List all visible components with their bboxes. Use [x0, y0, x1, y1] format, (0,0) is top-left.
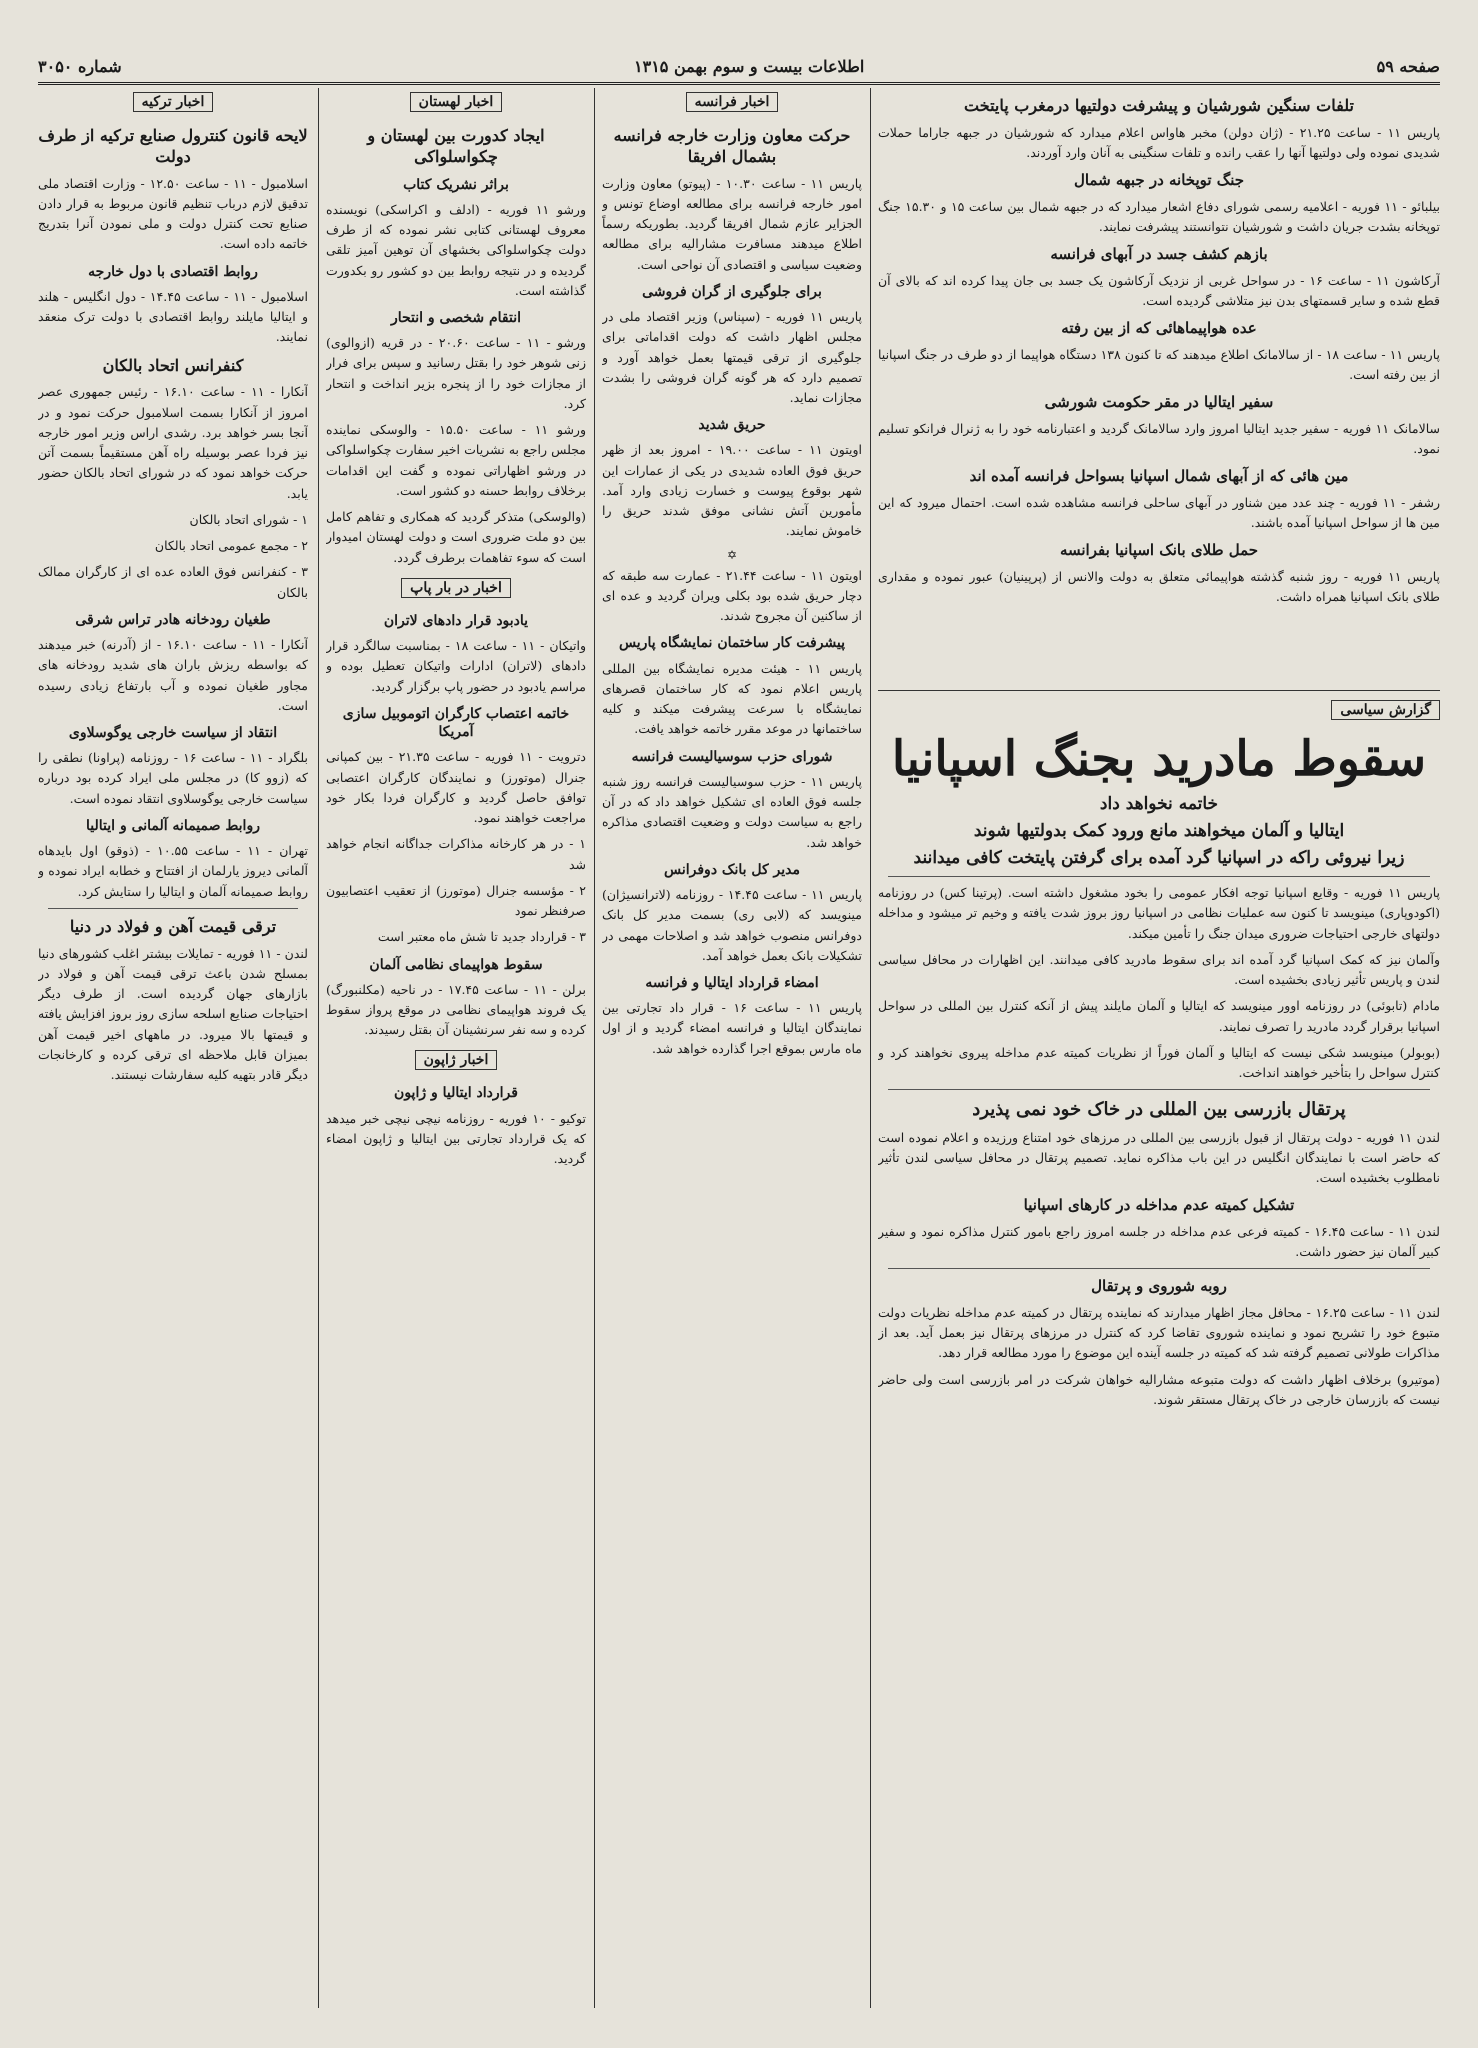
- article-balkan-conference: آنکارا - ۱۱ - ساعت ۱۶.۱۰ - رئیس جمهوری عصر امروز از آنکارا بسمت اسلامبول حرکت نمود و در آنجا بسر خواهد برد. رشدی اراس وزیر امور خارجه نیز فردا عصر بوسیله راه آهن مستقیماً بسمت آتن حرکت خواهد نمود که در شورای اتحاد بالکان حضور یابد.: [38, 384, 308, 501]
- subheadline-2: ایتالیا و آلمان میخواهند مانع ورود کمک بدولتیها شوند: [973, 821, 1345, 842]
- article-france-africa: پاریس ۱۱ - ساعت ۱۰.۳۰ - (پیوتو) معاون وزارت امور خارجه فرانسه برای مطالعه اوضاع تونس و الجزایر عازم شمال افریقا گردید. بطوریکه رسماً اطلاع میدهند مسافرت مشارالیه برای مطالعه وضعیت سیاسی و اقتصادی آن نواحی است.: [602, 175, 862, 272]
- headline-yugoslavia-policy: انتقاد از سیاست خارجی یوگوسلاوی: [68, 725, 278, 742]
- list-item: ۱ - در هر کارخانه مذاکرات جداگانه انجام خواهد شد: [326, 836, 586, 872]
- list-item: ۲ - مؤسسه جنرال (موتورز) از تعقیب اعتصابیون صرفنظر نمود: [326, 882, 586, 919]
- list-item: ۱ - شورای اتحاد بالکان: [189, 511, 308, 527]
- list-item: ۲ - مجمع عمومی اتحاد بالکان: [154, 538, 308, 554]
- headline-lateran: یادبود قرار دادهای لاتران: [383, 612, 529, 629]
- article-walewski-cont: (والوسکی) متذکر گردید که همکاری و تفاهم کامل بین دو ملت ضروری است و دولت لهستان امیدوار است که سوء تفاهمات برطرف گردد.: [326, 509, 586, 565]
- article-paris-exhibition: پاریس ۱۱ - هیئت مدیره نمایشگاه بین المللی پاریس اعلام نمود که کار ساختمان قصرهای نمایشگاه با سرعت پیشرفت میکند و کلیه ساختمانها در موعد مقرر خاتمه خواهد یافت.: [602, 660, 862, 737]
- article-price-gouging: پاریس ۱۱ فوریه - (سپناس) وزیر اقتصاد ملی در مجلس اظهار داشت که دولت اقداماتی برای جلوگیری از ترقی قیمتها بعمل خواهد آورد و تصمیم دارد که هر گونه گران فروشی را بشدت مجازات نماید.: [602, 309, 862, 406]
- article-non-intervention: لندن ۱۱ - ساعت ۱۶.۴۵ - کمیته فرعی عدم مداخله در جلسه امروز راجع بامور کنترل مذاکره نمود و سفیر کبیر آلمان نیز حضور داشت.: [878, 1223, 1440, 1260]
- article-thrace-flood: آنکارا - ۱۱ - ساعت ۱۶.۱۰ - از (آدرنه) خبر میدهند که بواسطه ریزش باران های شدید رودخانه های مجاور طغیان نموده و آب بارتفاع زیادی رسیده است.: [38, 637, 308, 713]
- section-tag-vatican: اخبار در بار پاپ: [401, 578, 511, 598]
- subheadline-3: زیرا نیروئی راکه در اسپانیا گرد آمده برای گرفتن پایتخت کافی میدانند: [913, 848, 1405, 869]
- headline-planes-lost: عده هواپیماهائی که از بین رفته: [1061, 319, 1257, 338]
- headline-socialist-party: شورای حزب سوسیالیست فرانسه: [631, 748, 833, 765]
- headline-price-gouging: برای جلوگیری از گران فروشی: [642, 283, 822, 300]
- article-fire-cont: اویتون ۱۱ - ساعت ۲۱.۴۴ - عمارت سه طبقه که دچار حریق شده بود بکلی ویران گردید و عده ای از ساکنین آن مجروح شدند.: [602, 567, 862, 624]
- article-lateran: واتیکان - ۱۱ - ساعت ۱۸ - بمناسبت سالگرد قرار دادهای (لاتران) ادارات واتیکان تعطیل بوده و مراسم یادبود در حضور پاپ برگزار گردید.: [326, 638, 586, 694]
- article-italy-france-treaty: پاریس ۱۱ - ساعت ۱۶ - قرار داد تجارتی بین نمایندگان ایتالیا و فرانسه امضاء گردید و از اول ماه مارس بموقع اجرا گذارده خواهد شد.: [602, 1000, 862, 1056]
- article-body-found: آرکاشون ۱۱ - ساعت ۱۶ - در سواحل غربی از نزدیک آرکاشون یک جسد بی جان پیدا کرده اند که بالای آن قطع شده و سایر قسمتهای بدن نیز متلاشی گردیده است.: [878, 272, 1440, 309]
- section-tag-japan: اخبار ژاپون: [415, 1050, 498, 1070]
- headline-fire: حریق شدید: [698, 417, 766, 434]
- headline-german-plane: سقوط هواپیمای نظامی آلمان: [369, 956, 543, 973]
- article-mines: رشفر - ۱۱ فوریه - چند عدد مین شناور در آبهای ساحلی فرانسه مشاهده شده است. احتمال میرود که این مین ها از سواحل اسپانیا آمده باشند.: [878, 494, 1440, 531]
- column-divider: [594, 88, 595, 2008]
- issue-number: شماره ۳۰۵۰: [38, 56, 122, 76]
- list-item: ۳ - قرارداد جدید تا شش ماه معتبر است: [377, 929, 586, 945]
- article-banque-de-france: پاریس ۱۱ - ساعت ۱۴.۴۵ - روزنامه (لاترانسیژان) مینویسد که (لابی ری) بسمت مدیر کل بانک دوفرانس منصوب خواهد شد و اصلاحات مهمی در تشکیلات بانک بعمل خواهد آمد.: [602, 887, 862, 963]
- issue-date: اطلاعات بیست و سوم بهمن ۱۳۱۵: [634, 56, 865, 76]
- article-fire: اویتون ۱۱ - ساعت ۱۹.۰۰ - امروز بعد از ظهر حریق فوق العاده شدیدی در یکی از عمارات این شهر بوقوع پیوست و خسارت زیادی وارد آمد. مأمورین آتش نشانی موفق شدند حریق را خاموش نمایند.: [602, 442, 862, 539]
- article-northern-front: بیلبائو - ۱۱ فوریه - اعلامیه رسمی شورای دفاع اشعار میدارد که در جبهه شمال بین ساعت ۱۵ و ۱۵.۳۰ جنگ توپخانه بشدت جریان داشت و شورشیان نتوانستند پیشرفت نمایند.: [878, 198, 1440, 235]
- separator: [888, 876, 1430, 877]
- headline-soviet-portugal: روبه شوروی و پرتقال: [1091, 1277, 1227, 1296]
- article-soviet-portugal: لندن ۱۱ - ساعت ۱۶.۲۵ - محافل مجاز اظهار میدارند که نماینده پرتقال در کمیته عدم مداخله نظریات دولت متبوع خود را تشریح نمود و نماینده شوروی تقاضا کرد که کنترل در مرزهای پرتقال نیز بعمل آید. بعد از مذاکرات طولانی تصمیم گرفته شد که کمیته در جلسه آینده این موضوع را مورد مطالعه قرار دهد.: [878, 1304, 1440, 1361]
- column-spain-news: [878, 88, 1440, 688]
- headline-madrid-fall: سقوط مادرید بجنگ اسپانیا: [891, 731, 1427, 787]
- article-turkey-industry: اسلامبول - ۱۱ - ساعت ۱۲.۵۰ - وزارت اقتصاد ملی تدقیق لازم درباب تنظیم قانون مربوط به قرار دادن صنایع تحت کنترل دولت و ملی نمودن آنرا بتدریج خاتمه داده است.: [38, 175, 308, 252]
- article-soviet-portugal-cont: (موتیرو) برخلاف اظهار داشت که دولت متبوعه مشارالیه خواهان شرکت در امر بازرسی است ولی حاضر نیست که بازرسان خارجی در خاک پرتقال مستقر شوند.: [878, 1371, 1440, 1407]
- article-yugoslavia-policy: بلگراد - ۱۱ - ساعت ۱۶ - روزنامه (پراونا) نطقی را که (زوو کا) در مجلس ملی ایراد کرده بود درباره سیاست خارجی یوگوسلاوی انتقاد نموده است.: [38, 750, 308, 806]
- list-item: ۳ - کنفرانس فوق العاده عده ای از کارگران ممالک بالکان: [38, 564, 308, 600]
- headline-france-africa: حرکت معاون وزارت خارجه فرانسه بشمال افریقا: [613, 126, 851, 166]
- section-tag-france: اخبار فرانسه: [686, 92, 779, 112]
- headline-portugal-inspection: پرتقال بازرسی بین المللی در خاک خود نمی پذیرد: [972, 1099, 1346, 1121]
- headline-germany-italy: روابط صمیمانه آلمانی و ایتالیا: [86, 817, 260, 834]
- headline-non-intervention: تشکیل کمیته عدم مداخله در کارهای اسپانیا: [1023, 1196, 1295, 1215]
- headline-paris-exhibition: پیشرفت کار ساختمان نمایشگاه پاریس: [618, 635, 846, 652]
- star-separator: ✡: [726, 547, 738, 562]
- section-tag-turkey: اخبار ترکیه: [133, 92, 214, 112]
- report-paragraph: مادام (تابوئی) در روزنامه اوور مینویسد که ایتالیا و آلمان مایلند پیش از آنکه کنترل بین المللی در سواحل اسپانیا برقرار گردد مادرید را تصرف نمایند.: [878, 998, 1440, 1034]
- headline-body-found: بازهم کشف جسد در آبهای فرانسه: [1050, 245, 1268, 264]
- article-planes-lost: پاریس ۱۱ - ساعت ۱۸ - از سالامانک اطلاع میدهند که تا کنون ۱۳۸ دستگاه هواپیما از دو طرف در جنگ اسپانیا از بین رفته است.: [878, 346, 1440, 383]
- column-divider: [870, 88, 871, 2008]
- masthead: [38, 54, 1440, 78]
- article-walewski: ورشو ۱۱ - ساعت ۱۵.۵۰ - والوسکی نماینده مجلس راجع به نشریات اخیر سفارت چکواسلواکی در ورشو اظهاراتی نموده و گفت این اقدامات برخلاف روابط حسنه دو کشور است.: [326, 422, 586, 498]
- subheadline-book: براثر نشریک کتاب: [403, 176, 509, 193]
- headline-thrace-flood: طغیان رودخانه هادر تراس شرقی: [75, 611, 271, 628]
- column-france: [602, 88, 862, 2008]
- article-rebel-losses: پاریس ۱۱ - ساعت ۲۱.۲۵ - (ژان دولن) مخبر هاواس اعلام میدارد که شورشیان در جبهه جاراما حملات شدیدی نموده ولی دولتیها آنها را عقب رانده و تلفات سنگینی به آنان وارد آوردند.: [878, 124, 1440, 161]
- masthead-rule: [38, 82, 1440, 85]
- article-gold-transport: پاریس ۱۱ فوریه - روز شنبه گذشته هواپیمائی متعلق به دولت والانس از (پرپینیان) عبور نموده و مقداری طلای بانک اسپانیا همراه داشت.: [878, 568, 1440, 605]
- article-italian-ambassador: سالامانک ۱۱ فوریه - سفیر جدید ایتالیا امروز وارد سالامانک گردید و اعتبارنامه خود را به ژنرال فرانکو تسلیم نمود.: [878, 420, 1440, 457]
- column-turkey: [38, 88, 308, 2008]
- article-steel-prices: لندن - ۱۱ فوریه - تمایلات بیشتر اغلب کشورهای دنیا بمسلح شدن باعث ترقی قیمت آهن و فولاد در بازارهای جهان گردیده است. از طرف دیگر احتیاجات صنایع اسلحه سازی روز بروز افزایش یافته و قیمتها بالا میرود. در ماههای اخیر قیمت آهن بمیزان قابل ملاحظه ای ترقی کرده و کارخانجات دیگر قادر بتهیه کلیه سفارشات نیستند.: [38, 945, 308, 1083]
- headline-mines: مین هائی که از آبهای شمال اسپانیا بسواحل فرانسه آمده اند: [969, 467, 1349, 486]
- headline-italy-france-treaty: امضاء قرارداد ایتالیا و فرانسه: [645, 975, 819, 992]
- article-poland-czech: ورشو ۱۱ فوریه - (ادلف و اکراسکی) نویسنده معروف لهستانی کتابی نشر نموده که از طرف دولت چکواسلواکی بخشهای آن توهین آمیز تلقی گردیده و در نتیجه روابط بین دو کشور رو بکدورت گذاشته است.: [326, 201, 586, 298]
- separator: [888, 1268, 1430, 1269]
- article-auto-strike: دترویت - ۱۱ فوریه - ساعت ۲۱.۳۵ - بین کمپانی جنرال (موتورز) و نمایندگان کارگران اعتصابی توافق حاصل گردید و کارگران فردا بکار خود مراجعت خواهند نمود.: [326, 749, 586, 826]
- separator: [888, 1089, 1430, 1090]
- article-italy-japan: توکیو - ۱۰ فوریه - روزنامه نیچی نیچی خبر میدهد که یک قرارداد تجارتی بین ایتالیا و ژاپون امضاء گردید.: [326, 1110, 586, 1167]
- headline-balkan-conference: کنفرانس اتحاد بالکان: [102, 355, 244, 375]
- headline-italian-ambassador: سفیر ایتالیا در مقر حکومت شورشی: [1044, 393, 1274, 412]
- headline-banque-de-france: مدیر کل بانک دوفرانس: [664, 861, 800, 878]
- report-paragraph: پاریس ۱۱ فوریه - وقایع اسپانیا توجه افکار عمومی را بخود مشغول داشته است. (پرتینا کس) در روزنامه (اکودوپاری) مینویسد تا کنون سه عملیات نظامی در اسپانیا روز بروز شدت یافته و وخیم تر میشود و مداخله دولتهای خارجی احتیاجات ضروری میدان جنگ را تأمین میکند.: [878, 885, 1440, 941]
- headline-steel-prices: ترقی قیمت آهن و فولاد در دنیا: [69, 916, 277, 936]
- report-paragraph: (بوبولر) مینویسد شکی نیست که ایتالیا و آلمان فوراً از نظریات کمیته عدم مداخله پیروی نخواهند کرد و کنترل سواحل را بتأخیر خواهند انداخت.: [878, 1044, 1440, 1080]
- subheadline-1: خاتمه نخواهد داد: [1099, 794, 1219, 815]
- section-divider: [878, 690, 1440, 691]
- headline-rebel-losses: تلفات سنگین شورشیان و پیشرفت دولتیها درمغرب پایتخت: [964, 96, 1354, 115]
- headline-auto-strike: خاتمه اعتصاب کارگران اتوموبیل سازی آمریکا: [342, 705, 570, 741]
- article-portugal-inspection: لندن ۱۱ فوریه - دولت پرتقال از قبول بازرسی بین المللی در مرزهای خود امتناع ورزیده و اعلام نموده است که حاضر است با نمایندگان انگلیس در این باب مذاکره نماید. تصمیم پرتقال در محافل سیاسی لندن تأثیر نامطلوب بخشیده است.: [878, 1129, 1440, 1186]
- page-number: صفحه ۵۹: [1376, 56, 1440, 76]
- separator: [48, 908, 298, 909]
- headline-gold-transport: حمل طلای بانک اسپانیا بفرانسه: [1059, 541, 1259, 560]
- section-tag-poland: اخبار لهستان: [410, 92, 503, 112]
- headline-revenge-suicide: انتقام شخصی و انتحار: [390, 310, 522, 327]
- headline-turkey-industry: لایحه قانون کنترول صنایع ترکیه از طرف دولت: [38, 126, 308, 166]
- political-report: [878, 696, 1440, 2008]
- article-socialist-party: پاریس ۱۱ - حزب سوسیالیست فرانسه روز شنبه جلسه فوق العاده ای تشکیل خواهد داد که در آن راجع به سیاست دولت و وضعیت اقتصادی مذاکره خواهد شد.: [602, 773, 862, 850]
- article-germany-italy: تهران - ۱۱ - ساعت ۱۰.۵۵ - (ذوقو) اول بایدهاه آلمانی دیروز یارلمان از افتتاح و خطابه ایراد نموده و روابط صمیمانه آلمان و ایتالیا را ستایش کرد.: [38, 843, 308, 899]
- article-revenge-suicide: ورشو - ۱۱ - ساعت ۲۰.۶۰ - در قریه (ازوالوی) زنی شوهر خود را بقتل رسانید و سپس برای فرار از مجازات خود را از پنجره بزیر انداخت و انتحار کرد.: [326, 335, 586, 411]
- section-tag-report: گزارش سیاسی: [1331, 700, 1440, 720]
- headline-northern-front: جنگ توپخانه در جبهه شمال: [1073, 171, 1245, 190]
- column-poland: [326, 88, 586, 2008]
- headline-italy-japan: قرارداد ایتالیا و ژاپون: [394, 1085, 518, 1102]
- column-divider: [318, 88, 319, 2008]
- article-economic-relations: اسلامبول - ۱۱ - ساعت ۱۴.۴۵ - دول انگلیس - هلند و ایتالیا مایلند روابط اقتصادی با دولت ترک منعقد نمایند.: [38, 288, 308, 345]
- headline-poland-czech: ایجاد کدورت بین لهستان و چکواسلواکی: [367, 126, 545, 166]
- article-german-plane: برلن - ۱۱ - ساعت ۱۷.۴۵ - در ناحیه (مکلنبورگ) یک فروند هواپیمای نظامی در موقع پرواز سقوط کرده و سه نفر سرنشینان آن بقتل رسیدند.: [326, 981, 586, 1038]
- headline-economic-relations: روابط اقتصادی با دول خارجه: [88, 263, 258, 280]
- report-paragraph: وآلمان نیز که کمک اسپانیا گرد آمده اند برای سقوط مادرید کافی میدانند. این اظهارات در محافل سیاسی لندن و پاریس تأثیر زیادی بخشیده است.: [878, 951, 1440, 987]
